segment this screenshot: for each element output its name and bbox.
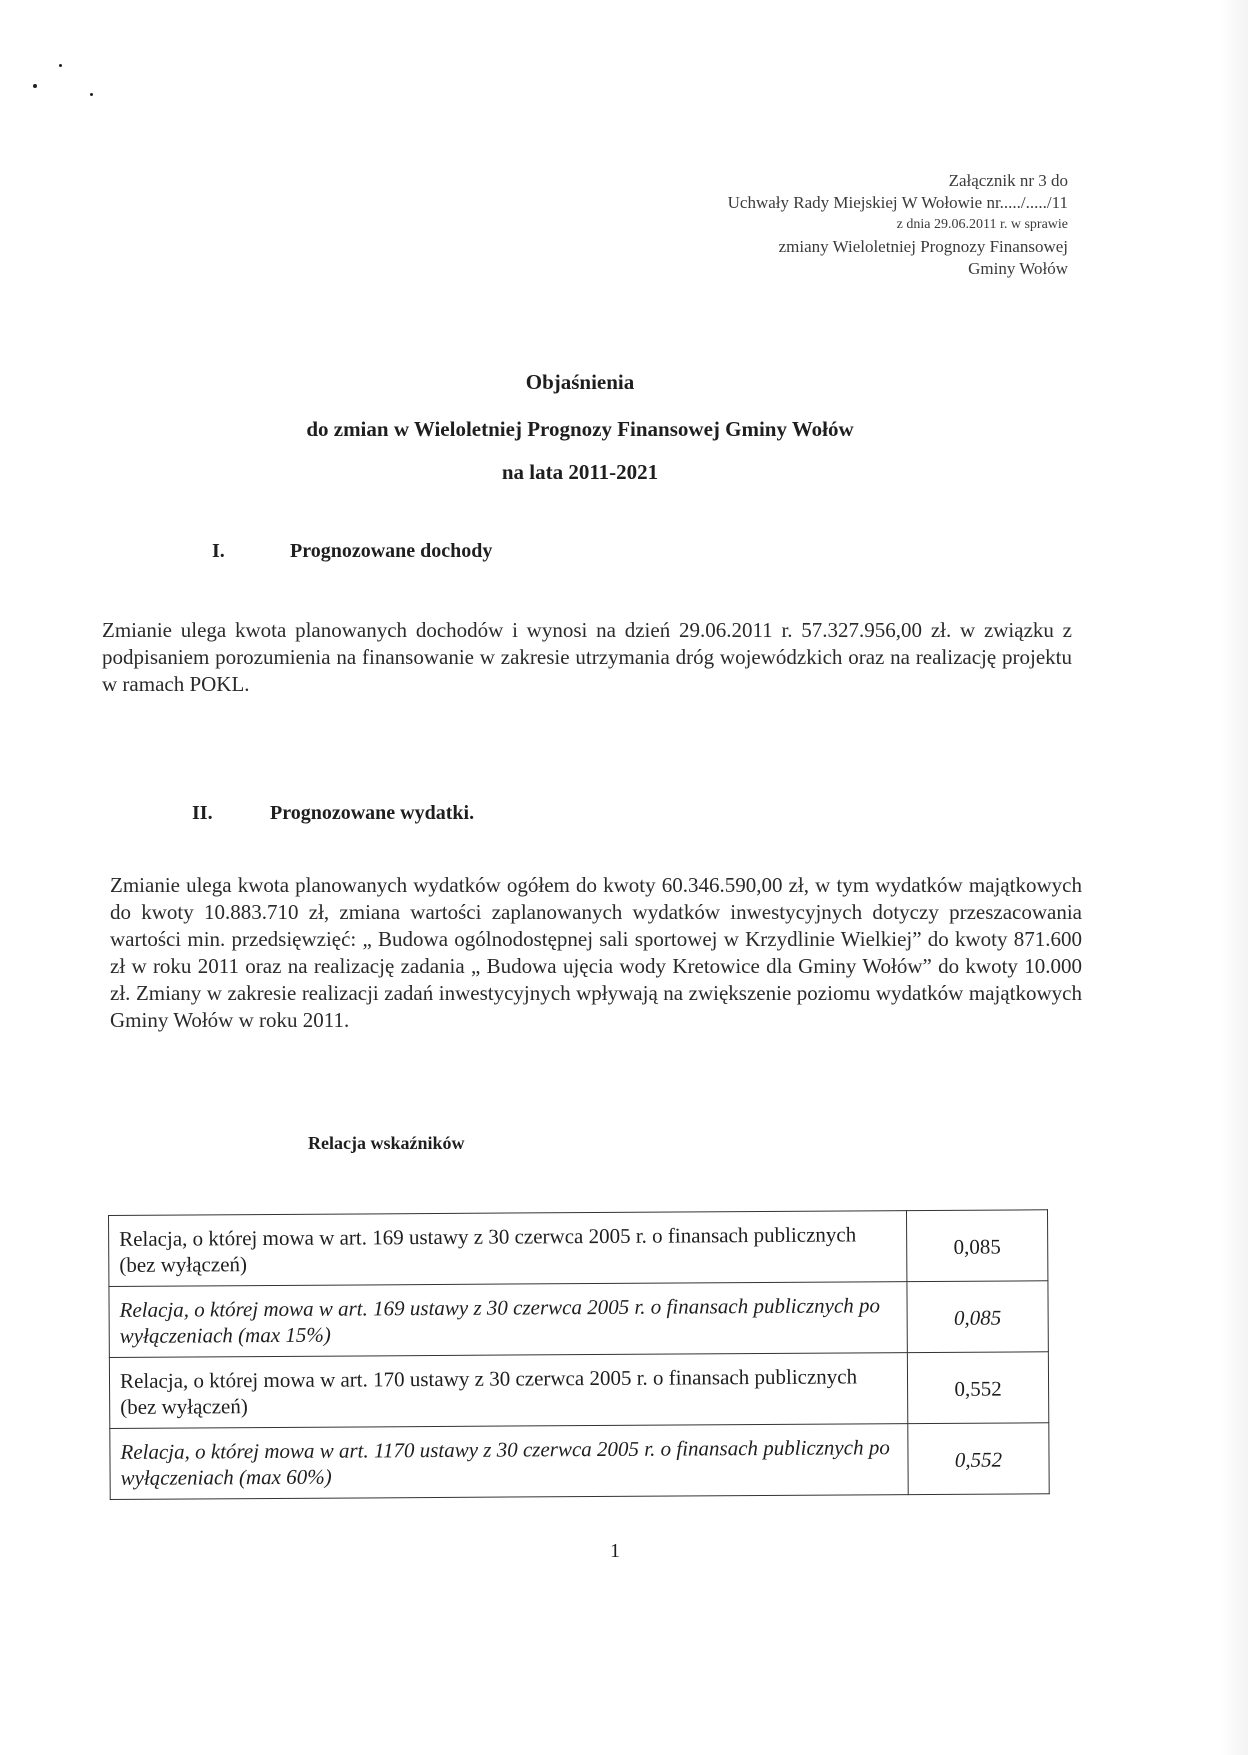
ratio-label: Relacja, o której mowa w art. 169 ustawy z 30 czerwca 2005 r. o finansach publicznych po wyłączeniach (max 15%) (109, 1282, 907, 1358)
attachment-header (728, 170, 1068, 280)
title-line: Objaśnienia (525, 370, 635, 394)
ratio-value: 0,085 (907, 1281, 1048, 1353)
title-line: na lata 2011-2021 (501, 460, 659, 484)
scan-edge (1220, 0, 1248, 1755)
ratio-label: Relacja, o której mowa w art. 169 ustawy z 30 czerwca 2005 r. o finansach publicznych (bez wyłączeń) (109, 1211, 907, 1287)
section-heading-income (212, 540, 492, 563)
section-title: Prognozowane dochody (290, 540, 493, 562)
section-number: II. (192, 802, 213, 824)
scan-speck (33, 84, 37, 88)
header-line: zmiany Wieloletniej Prognozy Finansowej (778, 237, 1068, 256)
scan-speck (59, 64, 62, 67)
ratio-label: Relacja, o której mowa w art. 170 ustawy z 30 czerwca 2005 r. o finansach publicznych (bez wyłączeń) (109, 1353, 907, 1429)
document-title (0, 370, 1160, 485)
section-paragraph-expenses: Zmianie ulega kwota planowanych wydatków ogółem do kwoty 60.346.590,00 zł, w tym wydatków majątkowych do kwoty 10.883.710 zł, zmiana wartości zaplanowanych wydatków inwestycyjnych dotyczy przeszacowania wartości min. przedsięwzięć: „ Budowa ogólnodostępnej sali sportowej w Krzydlinie Wielkiej” do kwoty 871.600 zł w roku 2011 oraz na realizację zadania „ Budowa ujęcia wody Kretowice dla Gminy Wołów” do kwoty 10.000 zł. Zmiany w zakresie realizacji zadań inwestycyjnych wpływają na zwiększenie poziomu wydatków majątkowych Gminy Wołów w roku 2011. (110, 873, 1082, 1032)
header-line: Załącznik nr 3 do (948, 171, 1068, 190)
header-line: Gminy Wołów (968, 259, 1068, 278)
header-line: z dnia 29.06.2011 r. w sprawie (896, 217, 1068, 232)
ratio-value: 0,552 (908, 1423, 1049, 1495)
section-paragraph-income: Zmianie ulega kwota planowanych dochodów i wynosi na dzień 29.06.2011 r. 57.327.956,00 zł. w związku z podpisaniem porozumienia na finansowanie w zakresie utrzymania dróg wojewódzkich oraz na realizację projektu w ramach POKL. (102, 618, 1072, 696)
table-row (109, 1210, 1048, 1287)
page-number: 1 (610, 1540, 620, 1562)
section-number: I. (212, 540, 225, 562)
table-row (110, 1423, 1049, 1500)
ratio-value: 0,085 (906, 1210, 1047, 1282)
table-row (109, 1281, 1048, 1358)
ratio-value: 0,552 (907, 1352, 1048, 1424)
section-title: Prognozowane wydatki. (270, 802, 475, 824)
title-line: do zmian w Wieloletniej Prognozy Finansowej Gminy Wołów (306, 417, 854, 441)
table-row (109, 1352, 1048, 1429)
ratio-label: Relacja, o której mowa w art. 1170 ustawy z 30 czerwca 2005 r. o finansach publicznych po wyłączeniach (max 60%) (110, 1424, 908, 1500)
section-heading-expenses (192, 802, 474, 825)
ratios-table (108, 1209, 1050, 1500)
ratios-heading: Relacja wskaźników (308, 1133, 465, 1153)
scan-speck (90, 93, 93, 96)
header-line: Uchwały Rady Miejskiej W Wołowie nr...../...../11 (727, 193, 1068, 212)
